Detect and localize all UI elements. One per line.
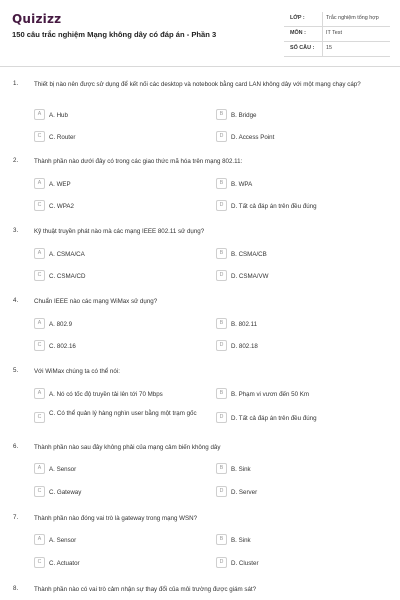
question-text: Thiết bị nào nên được sử dụng để kết nối các desktop và notebook bằng card LAN không dây với một mạng chạy cáp? (34, 81, 361, 88)
option-text: B. Bridge (231, 112, 257, 119)
option-text: C. Gateway (49, 489, 82, 496)
option-text: B. WPA (231, 181, 253, 188)
question-number: 1. (13, 80, 19, 87)
question-text: Với WiMax chúng ta có thể nói: (34, 368, 120, 375)
option-letter-box: B (216, 534, 227, 545)
option-text: D. Cluster (231, 560, 259, 567)
option-letter-box: B (216, 463, 227, 474)
option-letter-box: B (216, 178, 227, 189)
option-text: C. CSMA/CD (49, 273, 86, 280)
option-text: A. 802.9 (49, 321, 73, 328)
meta-row-subject (284, 27, 390, 42)
option-text: C. WPA2 (49, 203, 74, 210)
option-text: D. CSMA/VW (231, 273, 269, 280)
option-text: B. CSMA/CB (231, 251, 267, 258)
option-letter-box: C (34, 131, 45, 142)
option-text: B. Phạm vi vươn đến 50 Km (231, 391, 310, 398)
option-letter-box: B (216, 109, 227, 120)
option-letter-box: C (34, 200, 45, 211)
option-letter-box: B (216, 318, 227, 329)
meta-value: 15 (326, 45, 332, 51)
option-text: A. WEP (49, 181, 71, 188)
meta-row-count (284, 42, 390, 57)
option-letter-box: A (34, 109, 45, 120)
option-text: A. Nó có tốc độ truyền tải lên tới 70 Mbps (49, 391, 163, 398)
question-text: Thành phần nào có vai trò cảm nhận sự thay đổi của môi trường được giám sát? (34, 586, 257, 593)
question-text: Kỹ thuật truyền phát nào mà các mạng IEEE 802.11 sử dụng? (34, 228, 205, 235)
meta-key: MÔN : (290, 30, 306, 36)
question-number: 7. (13, 514, 19, 521)
question-number: 4. (13, 297, 19, 304)
option-text: D. Tất cả đáp án trên đều đúng (231, 203, 317, 210)
option-letter-box: A (34, 388, 45, 399)
meta-value: IT Test (326, 30, 342, 36)
option-text: D. Tất cả đáp án trên đều đúng (231, 415, 317, 422)
option-letter-box: A (34, 463, 45, 474)
question-number: 3. (13, 227, 19, 234)
meta-key: SỐ CÂU : (290, 45, 315, 51)
option-letter-box: C (34, 412, 45, 423)
option-letter-box: B (216, 248, 227, 259)
worksheet-title: 150 câu trắc nghiệm Mạng không dây có đáp án - Phần 3 (12, 30, 217, 39)
option-letter-box: C (34, 557, 45, 568)
option-text: B. 802.11 (231, 321, 258, 328)
option-letter-box: D (216, 557, 227, 568)
option-letter-box: A (34, 178, 45, 189)
option-letter-box: C (34, 486, 45, 497)
worksheet-header (0, 0, 400, 67)
option-letter-box: A (34, 318, 45, 329)
option-letter-box: D (216, 200, 227, 211)
option-text: C. Router (49, 134, 76, 141)
option-text: A. Sensor (49, 466, 77, 473)
option-text: C. Actuator (49, 560, 80, 567)
question-number: 2. (13, 157, 19, 164)
option-letter-box: A (34, 534, 45, 545)
option-letter-box: D (216, 340, 227, 351)
question-text: Thành phần nào đóng vai trò là gateway trong mạng WSN? (34, 515, 198, 522)
option-letter-box: B (216, 388, 227, 399)
option-text: A. Hub (49, 112, 68, 119)
option-letter-box: D (216, 270, 227, 281)
option-text: D. 802.18 (231, 343, 258, 350)
option-text: C. 802.16 (49, 343, 76, 350)
option-text: B. Sink (231, 537, 251, 544)
meta-value: Trắc nghiệm tổng hợp (326, 15, 379, 21)
option-letter-box: A (34, 248, 45, 259)
option-text: B. Sink (231, 466, 251, 473)
option-letter-box: C (34, 270, 45, 281)
option-text: D. Server (231, 489, 258, 496)
option-text: D. Access Point (231, 134, 275, 141)
option-letter-box: C (34, 340, 45, 351)
question-number: 5. (13, 367, 19, 374)
option-letter-box: D (216, 131, 227, 142)
question-text: Thành phần nào dưới đây có trong các giao thức mã hóa trên mạng 802.11: (34, 158, 243, 165)
question-number: 6. (13, 443, 19, 450)
meta-row-class (284, 12, 390, 27)
option-letter-box: D (216, 412, 227, 423)
option-letter-box: D (216, 486, 227, 497)
option-text: A. CSMA/CA (49, 251, 85, 258)
quizizz-logo: Quizizz (12, 12, 62, 26)
question-text: Chuẩn IEEE nào các mạng WiMax sử dụng? (34, 298, 158, 305)
question-text: Thành phần nào sau đây không phải của mạng cảm biến không dây (34, 444, 221, 451)
question-number: 8. (13, 585, 19, 592)
option-text: C. Có thể quản lý hàng nghìn user bằng một trạm gốc (49, 410, 197, 417)
meta-key: LỚP : (290, 15, 305, 21)
option-text: A. Sensor (49, 537, 77, 544)
